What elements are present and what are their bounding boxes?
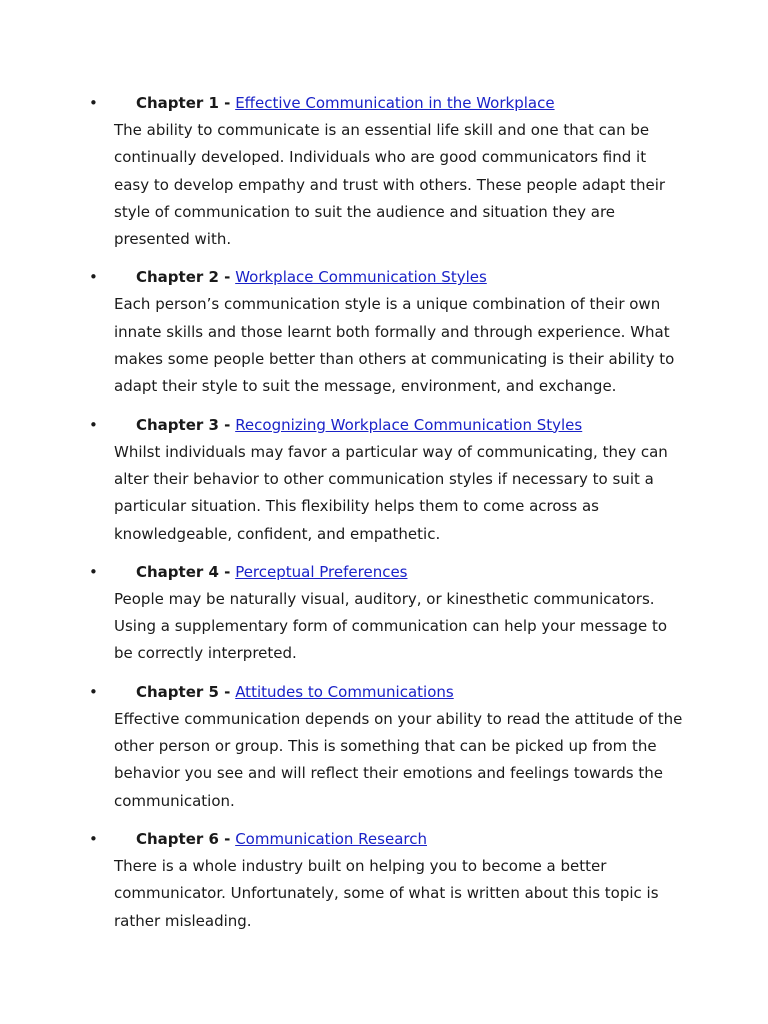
bullet-icon: • <box>89 94 98 112</box>
chapter-description: Effective communication depends on your ability to read the attitude of the other person or group. This is something that can be picked up from the behavior you see and will reflect their emotions and feelings towards the communication. <box>114 709 683 810</box>
chapter-item-1 <box>0 89 768 253</box>
chapter-item-6 <box>0 825 768 935</box>
chapter-description: People may be naturally visual, auditory, or kinesthetic communicators. Using a supplementary form of communication can help your message to be correctly interpreted. <box>114 589 668 663</box>
chapter-link[interactable]: Workplace Communication Styles <box>235 268 487 287</box>
chapter-heading <box>0 825 768 853</box>
chapter-label: Chapter 4 - <box>136 562 231 581</box>
chapter-item-5 <box>0 678 768 815</box>
chapter-description: The ability to communicate is an essential life skill and one that can be continually developed. Individuals who are good communicators find it easy to develop empathy and trust with others. These people adapt their style of communication to suit the audience and situation they are presented with. <box>114 121 666 249</box>
chapter-item-3 <box>0 411 768 548</box>
chapter-link[interactable]: Effective Communication in the Workplace <box>235 94 555 112</box>
chapter-description: Whilst individuals may favor a particular way of communicating, they can alter their behavior to other communication styles if necessary to suit a particular situation. This flexibility helps them to come across as knowledgeable, confident, and empathetic. <box>114 442 668 543</box>
chapter-link[interactable]: Communication Research <box>235 829 427 848</box>
bullet-icon: • <box>89 829 98 848</box>
chapter-label: Chapter 3 - <box>136 415 231 434</box>
chapter-link[interactable]: Attitudes to Communications <box>235 682 454 701</box>
chapter-label: Chapter 2 - <box>136 268 231 287</box>
chapter-heading <box>0 89 768 117</box>
chapter-link[interactable]: Perceptual Preferences <box>235 562 408 581</box>
chapter-heading <box>0 678 768 706</box>
chapter-item-2 <box>0 263 768 400</box>
chapter-description: There is a whole industry built on helping you to become a better communicator. Unfortunately, some of what is written about this topic is rather misleading. <box>114 856 659 930</box>
chapter-label: Chapter 5 - <box>136 682 231 701</box>
chapter-link[interactable]: Recognizing Workplace Communication Styles <box>235 415 583 434</box>
chapter-description: Each person’s communication style is a unique combination of their own innate skills and those learnt both formally and through experience. What makes some people better than others at communicating is their ability to adapt their style to suit the message, environment, and exchange. <box>114 295 675 396</box>
chapter-heading <box>0 263 768 291</box>
document-body <box>0 89 768 945</box>
chapter-label: Chapter 1 - <box>136 94 231 112</box>
bullet-icon: • <box>89 415 98 434</box>
chapter-item-4 <box>0 558 768 668</box>
bullet-icon: • <box>89 562 98 581</box>
bullet-icon: • <box>89 268 98 287</box>
chapter-heading <box>0 558 768 586</box>
bullet-icon: • <box>89 682 98 701</box>
chapter-heading <box>0 411 768 439</box>
chapter-label: Chapter 6 - <box>136 829 231 848</box>
